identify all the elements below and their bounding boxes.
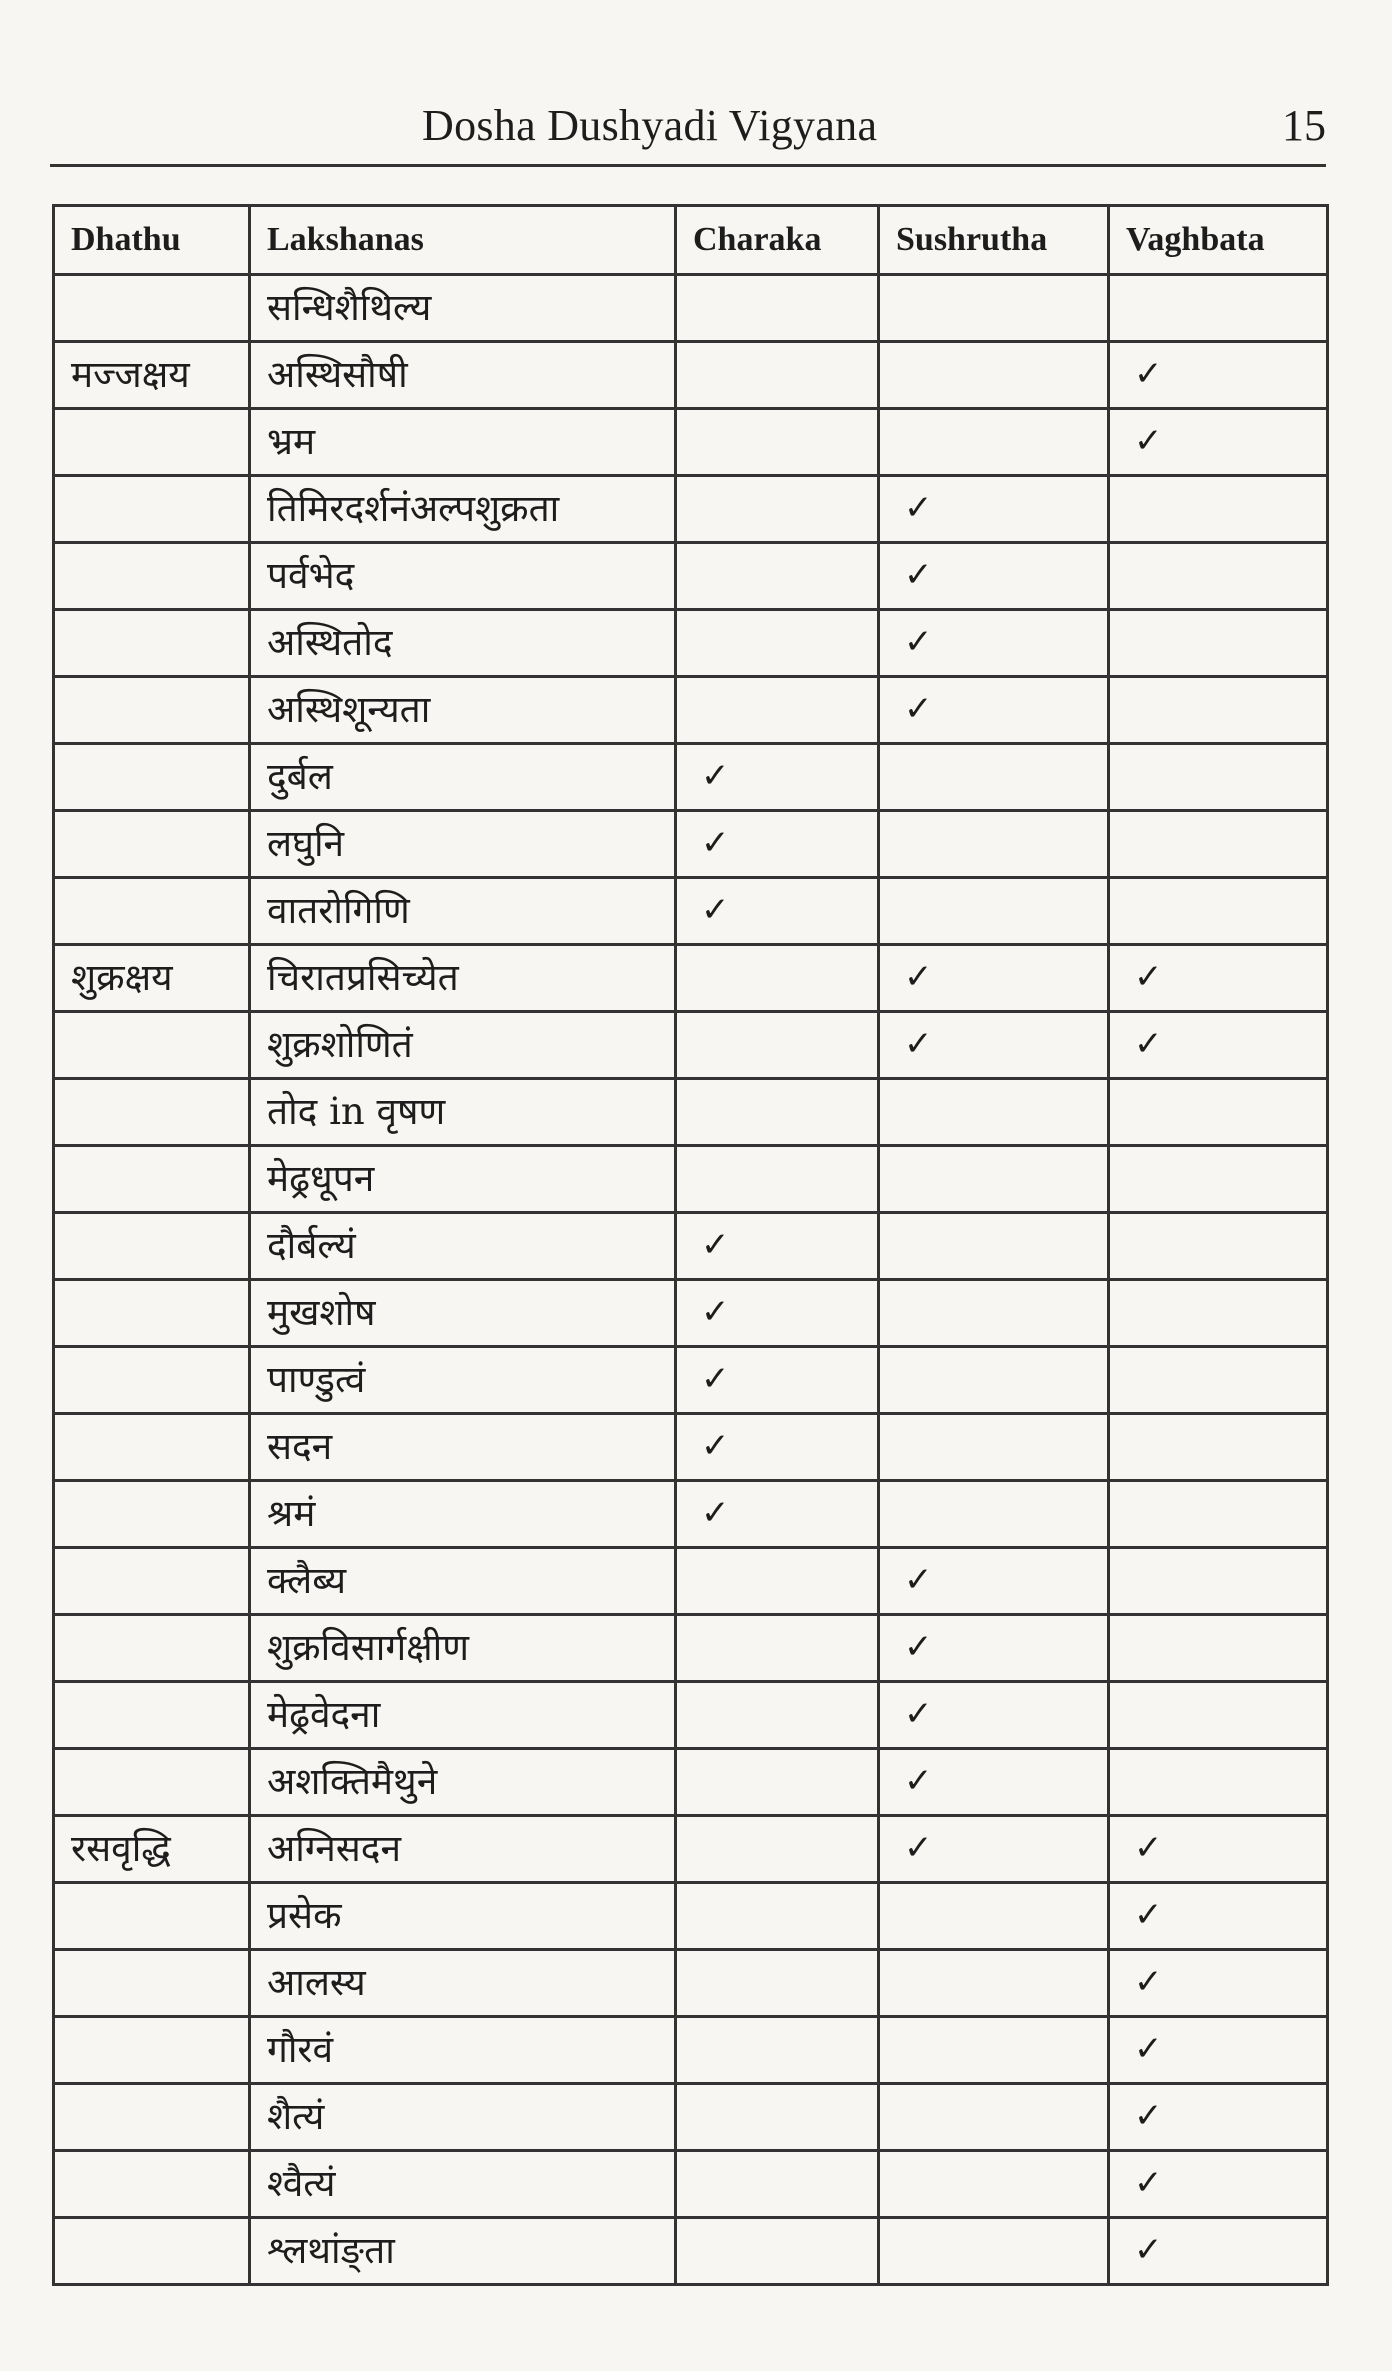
dhathu-cell — [54, 1079, 250, 1146]
running-title: Dosha Dushyadi Vigyana — [422, 101, 878, 150]
vaghbata-cell — [1109, 1481, 1328, 1548]
charaka-cell — [676, 409, 879, 476]
vaghbata-cell: ✓ — [1109, 409, 1328, 476]
vaghbata-cell — [1109, 610, 1328, 677]
table-row — [54, 342, 1328, 409]
sushrutha-cell — [879, 275, 1109, 342]
header-dhathu: Dhathu — [54, 206, 250, 275]
sushrutha-cell — [879, 342, 1109, 409]
charaka-cell: ✓ — [676, 1347, 879, 1414]
table-row — [54, 811, 1328, 878]
charaka-cell — [676, 1816, 879, 1883]
lakshana-cell: शैत्यं — [250, 2084, 676, 2151]
dhathu-cell — [54, 610, 250, 677]
dhathu-cell — [54, 2218, 250, 2285]
vaghbata-cell — [1109, 878, 1328, 945]
lakshana-cell: आलस्य — [250, 1950, 676, 2017]
sushrutha-cell — [879, 2218, 1109, 2285]
vaghbata-cell — [1109, 1682, 1328, 1749]
dhathu-cell — [54, 1146, 250, 1213]
sushrutha-cell — [879, 744, 1109, 811]
vaghbata-cell: ✓ — [1109, 1012, 1328, 1079]
dhathu-cell — [54, 1883, 250, 1950]
charaka-cell: ✓ — [676, 878, 879, 945]
dhathu-cell — [54, 1347, 250, 1414]
dhathu-cell — [54, 811, 250, 878]
charaka-cell — [676, 677, 879, 744]
table-row — [54, 1682, 1328, 1749]
lakshana-cell: तिमिरदर्शनंअल्पशुक्रता — [250, 476, 676, 543]
table-row — [54, 744, 1328, 811]
dhathu-cell — [54, 1414, 250, 1481]
table-row — [54, 1012, 1328, 1079]
lakshana-cell: तोद in वृषण — [250, 1079, 676, 1146]
table-row — [54, 1950, 1328, 2017]
lakshana-cell: पर्वभेद — [250, 543, 676, 610]
lakshanas-table-container — [52, 204, 1326, 2286]
table-row — [54, 2151, 1328, 2218]
vaghbata-cell: ✓ — [1109, 1883, 1328, 1950]
vaghbata-cell — [1109, 811, 1328, 878]
vaghbata-cell — [1109, 1548, 1328, 1615]
table-row — [54, 878, 1328, 945]
sushrutha-cell: ✓ — [879, 543, 1109, 610]
dhathu-cell — [54, 409, 250, 476]
dhathu-cell — [54, 543, 250, 610]
charaka-cell — [676, 543, 879, 610]
sushrutha-cell — [879, 811, 1109, 878]
dhathu-cell — [54, 878, 250, 945]
lakshana-cell: मेढ्रधूपन — [250, 1146, 676, 1213]
vaghbata-cell — [1109, 677, 1328, 744]
sushrutha-cell — [879, 1280, 1109, 1347]
dhathu-cell: शुक्रक्षय — [54, 945, 250, 1012]
sushrutha-cell: ✓ — [879, 476, 1109, 543]
lakshana-cell: सन्धिशैथिल्य — [250, 275, 676, 342]
dhathu-cell — [54, 1280, 250, 1347]
lakshana-cell: दौर्बल्यं — [250, 1213, 676, 1280]
charaka-cell: ✓ — [676, 1414, 879, 1481]
table-row — [54, 1414, 1328, 1481]
sushrutha-cell: ✓ — [879, 677, 1109, 744]
table-row — [54, 945, 1328, 1012]
table-row — [54, 610, 1328, 677]
vaghbata-cell: ✓ — [1109, 945, 1328, 1012]
vaghbata-cell — [1109, 1280, 1328, 1347]
charaka-cell — [676, 1615, 879, 1682]
table-row — [54, 1883, 1328, 1950]
dhathu-cell — [54, 1682, 250, 1749]
table-header-row — [54, 206, 1328, 275]
lakshana-cell: गौरवं — [250, 2017, 676, 2084]
table-row — [54, 1347, 1328, 1414]
vaghbata-cell — [1109, 1213, 1328, 1280]
table-row — [54, 1548, 1328, 1615]
charaka-cell — [676, 945, 879, 1012]
charaka-cell — [676, 2084, 879, 2151]
lakshana-cell: प्रसेक — [250, 1883, 676, 1950]
table-row — [54, 1481, 1328, 1548]
lakshana-cell: अस्थिशून्यता — [250, 677, 676, 744]
vaghbata-cell — [1109, 543, 1328, 610]
vaghbata-cell — [1109, 744, 1328, 811]
lakshana-cell: मेढ्रवेदना — [250, 1682, 676, 1749]
charaka-cell: ✓ — [676, 1213, 879, 1280]
table-row — [54, 1146, 1328, 1213]
charaka-cell — [676, 1749, 879, 1816]
table-row — [54, 543, 1328, 610]
lakshana-cell: श्वैत्यं — [250, 2151, 676, 2218]
sushrutha-cell: ✓ — [879, 1749, 1109, 1816]
dhathu-cell — [54, 1548, 250, 1615]
charaka-cell — [676, 1146, 879, 1213]
sushrutha-cell — [879, 2017, 1109, 2084]
lakshana-cell: शुक्रविसार्गक्षीण — [250, 1615, 676, 1682]
vaghbata-cell: ✓ — [1109, 1816, 1328, 1883]
charaka-cell: ✓ — [676, 1481, 879, 1548]
vaghbata-cell: ✓ — [1109, 342, 1328, 409]
table-row — [54, 275, 1328, 342]
sushrutha-cell: ✓ — [879, 945, 1109, 1012]
sushrutha-cell: ✓ — [879, 1548, 1109, 1615]
charaka-cell — [676, 1012, 879, 1079]
charaka-cell — [676, 275, 879, 342]
table-row — [54, 2084, 1328, 2151]
vaghbata-cell — [1109, 1749, 1328, 1816]
sushrutha-cell — [879, 1213, 1109, 1280]
dhathu-cell: मज्जक्षय — [54, 342, 250, 409]
table-row — [54, 1749, 1328, 1816]
page-number: 15 — [1282, 101, 1326, 150]
charaka-cell — [676, 1079, 879, 1146]
vaghbata-cell: ✓ — [1109, 2151, 1328, 2218]
charaka-cell — [676, 1682, 879, 1749]
dhathu-cell — [54, 275, 250, 342]
dhathu-cell — [54, 2084, 250, 2151]
vaghbata-cell: ✓ — [1109, 2084, 1328, 2151]
header-lakshanas: Lakshanas — [250, 206, 676, 275]
header-sushrutha: Sushrutha — [879, 206, 1109, 275]
sushrutha-cell — [879, 1481, 1109, 1548]
table-row — [54, 1816, 1328, 1883]
charaka-cell — [676, 1950, 879, 2017]
lakshana-cell: क्लैब्य — [250, 1548, 676, 1615]
sushrutha-cell: ✓ — [879, 1816, 1109, 1883]
page-header — [52, 92, 1326, 162]
lakshana-cell: मुखशोष — [250, 1280, 676, 1347]
dhathu-cell — [54, 744, 250, 811]
vaghbata-cell — [1109, 1146, 1328, 1213]
lakshanas-table — [52, 204, 1329, 2286]
sushrutha-cell — [879, 2151, 1109, 2218]
lakshana-cell: श्लथांङ्ता — [250, 2218, 676, 2285]
sushrutha-cell — [879, 1950, 1109, 2017]
table-row — [54, 476, 1328, 543]
charaka-cell — [676, 2218, 879, 2285]
dhathu-cell — [54, 476, 250, 543]
sushrutha-cell — [879, 1883, 1109, 1950]
charaka-cell: ✓ — [676, 811, 879, 878]
dhathu-cell — [54, 2017, 250, 2084]
sushrutha-cell: ✓ — [879, 1615, 1109, 1682]
vaghbata-cell — [1109, 1347, 1328, 1414]
lakshana-cell: अस्थिसौषी — [250, 342, 676, 409]
lakshana-cell: दुर्बल — [250, 744, 676, 811]
lakshana-cell: अशक्तिमैथुने — [250, 1749, 676, 1816]
charaka-cell — [676, 342, 879, 409]
sushrutha-cell — [879, 1146, 1109, 1213]
header-vaghbata: Vaghbata — [1109, 206, 1328, 275]
dhathu-cell — [54, 1012, 250, 1079]
dhathu-cell — [54, 1749, 250, 1816]
vaghbata-cell — [1109, 1615, 1328, 1682]
sushrutha-cell: ✓ — [879, 1012, 1109, 1079]
vaghbata-cell — [1109, 1079, 1328, 1146]
table-row — [54, 2017, 1328, 2084]
dhathu-cell — [54, 1950, 250, 2017]
charaka-cell — [676, 476, 879, 543]
lakshana-cell: श्रमं — [250, 1481, 676, 1548]
table-row — [54, 677, 1328, 744]
vaghbata-cell — [1109, 1414, 1328, 1481]
table-row — [54, 2218, 1328, 2285]
header-rule — [50, 164, 1326, 167]
sushrutha-cell — [879, 1414, 1109, 1481]
lakshana-cell: लघुनि — [250, 811, 676, 878]
charaka-cell — [676, 1548, 879, 1615]
lakshana-cell: अस्थितोद — [250, 610, 676, 677]
charaka-cell — [676, 610, 879, 677]
sushrutha-cell — [879, 878, 1109, 945]
lakshana-cell: शुक्रशोणितं — [250, 1012, 676, 1079]
header-charaka: Charaka — [676, 206, 879, 275]
dhathu-cell — [54, 2151, 250, 2218]
vaghbata-cell: ✓ — [1109, 1950, 1328, 2017]
dhathu-cell — [54, 1615, 250, 1682]
vaghbata-cell — [1109, 275, 1328, 342]
lakshana-cell: वातरोगिणि — [250, 878, 676, 945]
table-body — [54, 275, 1328, 2285]
dhathu-cell — [54, 1213, 250, 1280]
charaka-cell — [676, 2017, 879, 2084]
sushrutha-cell: ✓ — [879, 610, 1109, 677]
dhathu-cell — [54, 1481, 250, 1548]
sushrutha-cell — [879, 409, 1109, 476]
dhathu-cell — [54, 677, 250, 744]
vaghbata-cell — [1109, 476, 1328, 543]
table-row — [54, 409, 1328, 476]
sushrutha-cell — [879, 2084, 1109, 2151]
charaka-cell: ✓ — [676, 744, 879, 811]
lakshana-cell: पाण्डुत्वं — [250, 1347, 676, 1414]
lakshana-cell: अग्निसदन — [250, 1816, 676, 1883]
charaka-cell — [676, 2151, 879, 2218]
lakshana-cell: सदन — [250, 1414, 676, 1481]
vaghbata-cell: ✓ — [1109, 2017, 1328, 2084]
sushrutha-cell: ✓ — [879, 1682, 1109, 1749]
dhathu-cell: रसवृद्धि — [54, 1816, 250, 1883]
vaghbata-cell: ✓ — [1109, 2218, 1328, 2285]
table-row — [54, 1213, 1328, 1280]
charaka-cell: ✓ — [676, 1280, 879, 1347]
table-row — [54, 1280, 1328, 1347]
lakshana-cell: भ्रम — [250, 409, 676, 476]
table-row — [54, 1615, 1328, 1682]
sushrutha-cell — [879, 1347, 1109, 1414]
charaka-cell — [676, 1883, 879, 1950]
sushrutha-cell — [879, 1079, 1109, 1146]
lakshana-cell: चिरातप्रसिच्येत — [250, 945, 676, 1012]
table-row — [54, 1079, 1328, 1146]
